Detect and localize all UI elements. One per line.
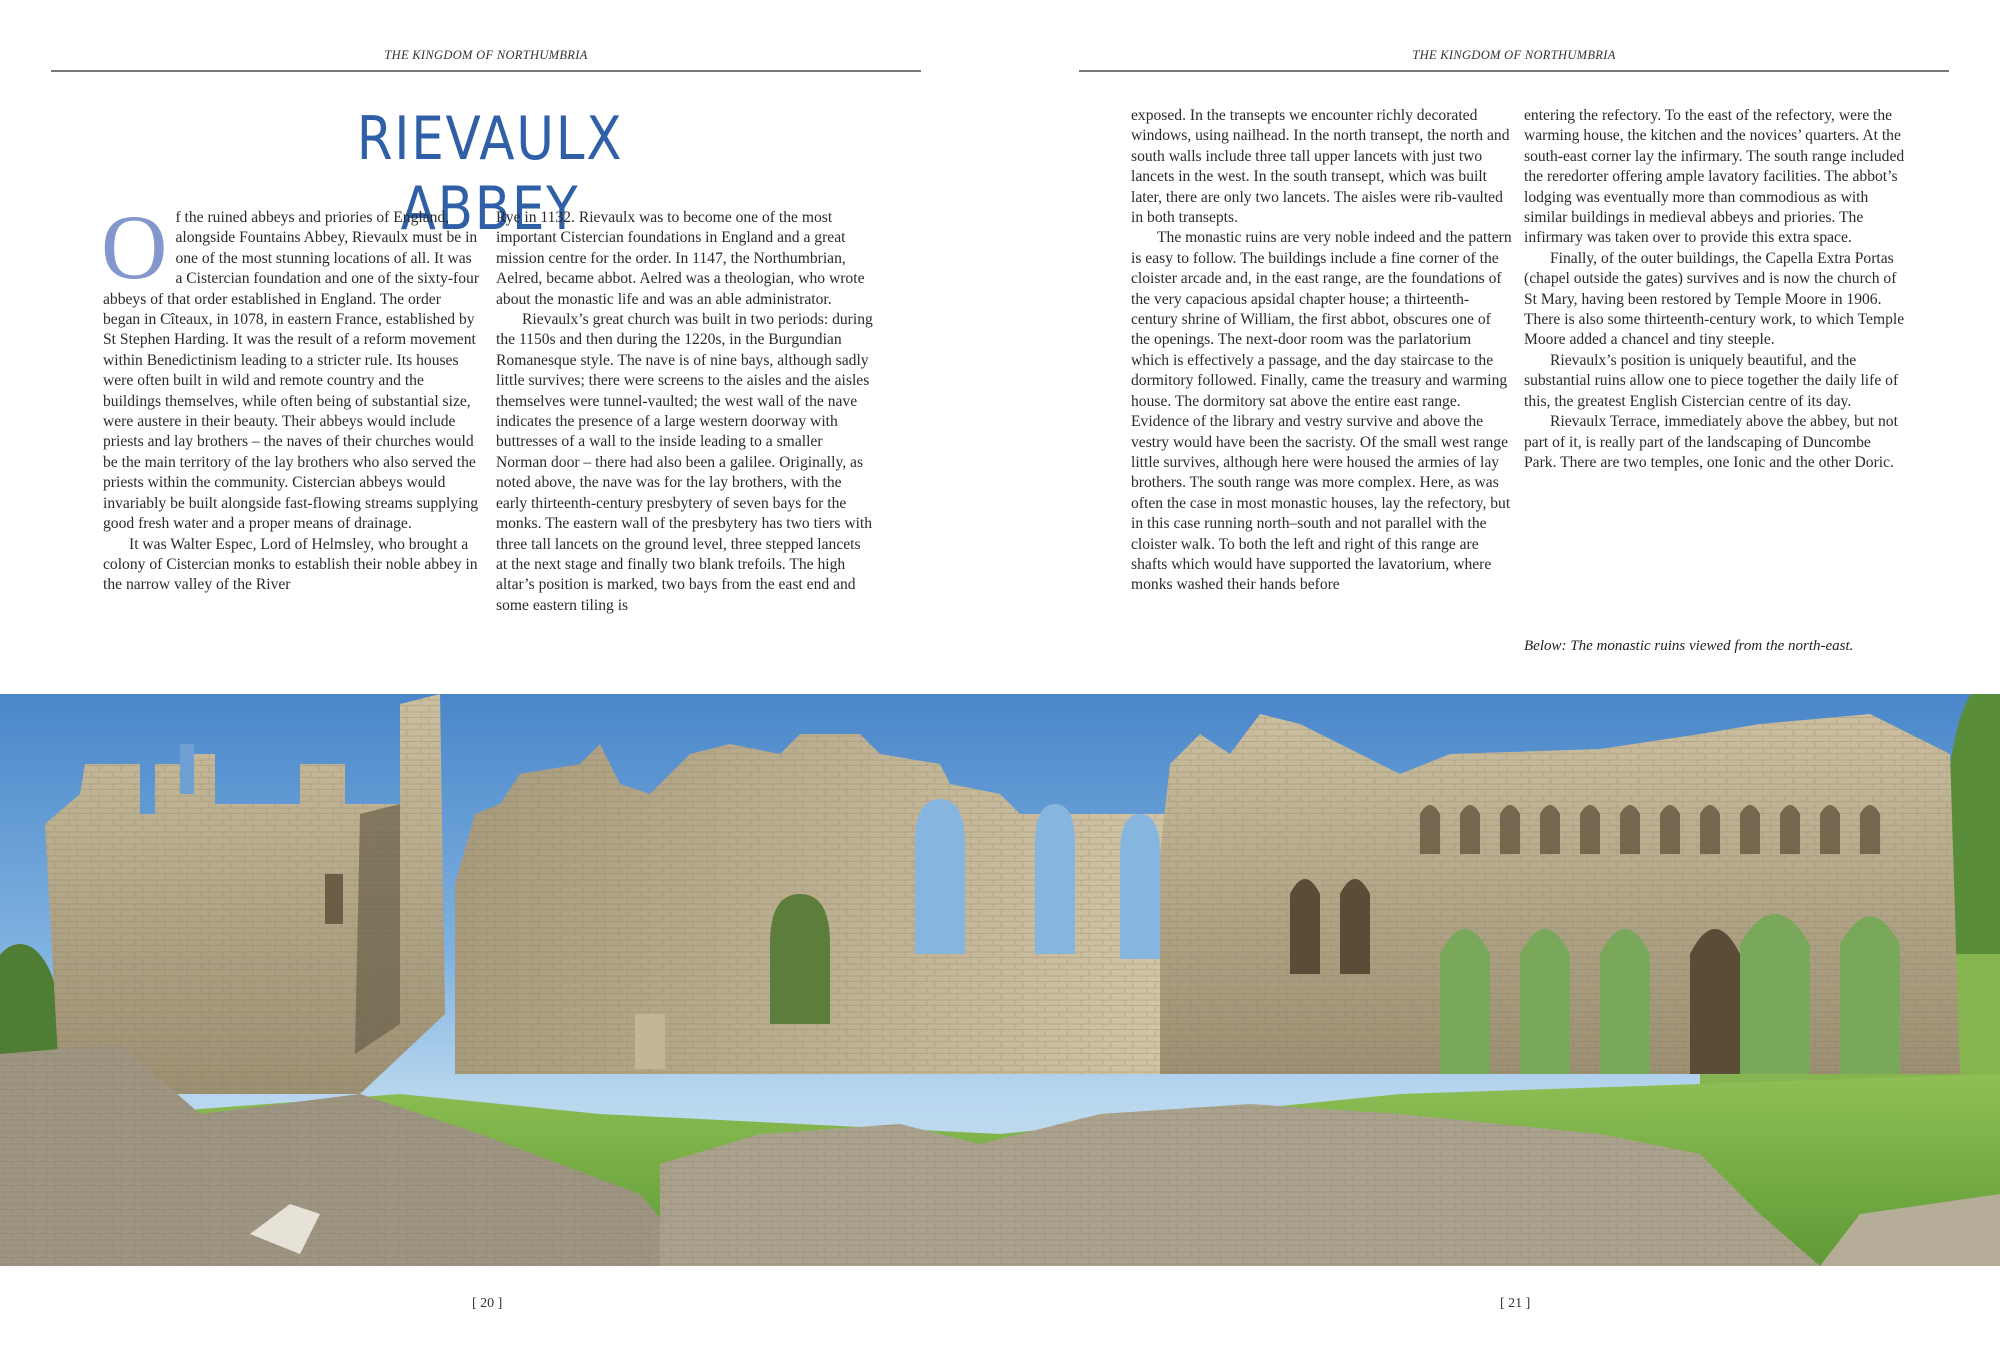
paragraph: Rievaulx’s position is uniquely beautiful, and the substantial ruins allow one to piece together the daily life of this, the greatest English Cistercian centre of its day. (1524, 351, 1899, 410)
page-number-left: [ 20 ] (472, 1296, 503, 1311)
right-column-1 (1131, 106, 1513, 596)
paragraph: It was Walter Espec, Lord of Helmsley, who brought a colony of Cistercian monks to establish their noble abbey in the narrow valley of the River (103, 535, 478, 594)
abbey-ruins-photo (0, 694, 2000, 1266)
right-column-2 (1524, 106, 1906, 473)
page-number-right: [ 21 ] (1500, 1296, 1531, 1311)
page-title: RIEVAULX ABBEY (356, 104, 624, 244)
ruins-illustration (0, 694, 2000, 1266)
paragraph: Finally, of the outer buildings, the Capella Extra Portas (chapel outside the gates) survives and is now the church of St Mary, having been restored by Temple Moore in 1906. There is also some thirteenth-century work, to which Temple Moore added a chancel and tiny steeple. (1524, 249, 1905, 349)
photo-caption: Below: The monastic ruins viewed from the north-east. (1524, 638, 1854, 654)
paragraph: Rievaulx’s great church was built in two periods: during the 1150s and then during the 1220s, in the Burgundian Romanesque style. The nave is of nine bays, although sadly little survives; there were screens to the aisles and the aisles themselves were tunnel-vaulted; the west wall of the nave indicates the presence of a large western doorway with buttresses of a wall to the inside leading to a smaller Norman door – there had also been a galilee. Originally, as noted above, the nave was for the lay brothers, with the early thirteenth-century presbytery of seven bays for the monks. The eastern wall of the presbytery has two tiers with three tall lancets on the ground level, three stepped lancets at the next stage and finally two blank trefoils. The high altar’s position is marked, two bays from the east end and some eastern tiling is (496, 311, 873, 614)
paragraph: Rye in 1132. Rievaulx was to become one of the most important Cistercian foundations in England and a great mission centre for the order. In 1147, the Northumbrian, Aelred, became abbot. Aelred was a theologian, who wrote about the monastic life and was an able administrator. (496, 209, 865, 308)
paragraph: Rievaulx Terrace, immediately above the abbey, but not part of it, is really part of the landscaping of Duncombe Park. There are two temples, one Ionic and the other Doric. (1524, 413, 1898, 471)
header-rule-right (1079, 70, 1949, 72)
running-head-right: THE KINGDOM OF NORTHUMBRIA (1412, 48, 1616, 62)
paragraph: exposed. In the transepts we encounter richly decorated windows, using nailhead. In the north transept, the north and south walls include three tall upper lancets with just two lancets in the west. In the south transept, which was built later, there are only two lancets. The aisles were rib-vaulted in both transepts. (1131, 107, 1510, 227)
paragraph: entering the refectory. To the east of the refectory, were the warming house, the kitchen and the novices’ quarters. At the south-east corner lay the infirmary. The south range included the reredorter offering ample lavatory facilities. The abbot’s lodging was eventually more than commodious as with similar buildings in medieval abbeys and priories. The infirmary was taken over to provide this extra space. (1524, 107, 1905, 247)
header-rule-left (51, 70, 921, 72)
drop-cap: O (101, 196, 168, 298)
left-column-1 (101, 196, 481, 596)
running-head-left: THE KINGDOM OF NORTHUMBRIA (384, 48, 588, 62)
paragraph: The monastic ruins are very noble indeed and the pattern is easy to follow. The buildings include a fine corner of the cloister arcade and, in the east range, are the foundations of the very capacious apsidal chapter house; a thirteenth-century shrine of William, the first abbot, obscures one of the openings. The next-door room was the parlatorium which is effectively a passage, and the day staircase to the dormitory followed. Finally, came the treasury and warming house. The dormitory sat above the entire east range. Evidence of the library and vestry survive and above the vestry would have been the sacristy. Of the small west range little survives, although here were housed the armies of lay brothers. The south range was more complex. Here, as was often the case in most monastic houses, lay the refectory, but in this case running north–south and not parallel with the cloister walk. To both the left and right of this range are shafts which would have supported the lavatorium, where monks washed their hands before (1131, 229, 1512, 594)
left-column-2 (496, 208, 874, 616)
paragraph: Of the ruined abbeys and priories of England, alongside Fountains Abbey, Rievaulx must be in one of the most stunning locations of all. It was a Cistercian foundation and one of the sixty-four abbeys of that order established in England. The order began in Cîteaux, in 1078, in eastern France, established by St Stephen Harding. It was the result of a reform movement within Benedictinism leading to a stricter rule. Its houses were often built in wild and remote country and the buildings themselves, while often being of substantial size, were austere in their beauty. Their abbeys would include priests and lay brothers – the naves of their churches would be the main territory of the lay brothers who also served the priests within the community. Cistercian abbeys would invariably be built alongside fast-flowing streams supplying good fresh water and a proper means of drainage. (101, 196, 480, 533)
